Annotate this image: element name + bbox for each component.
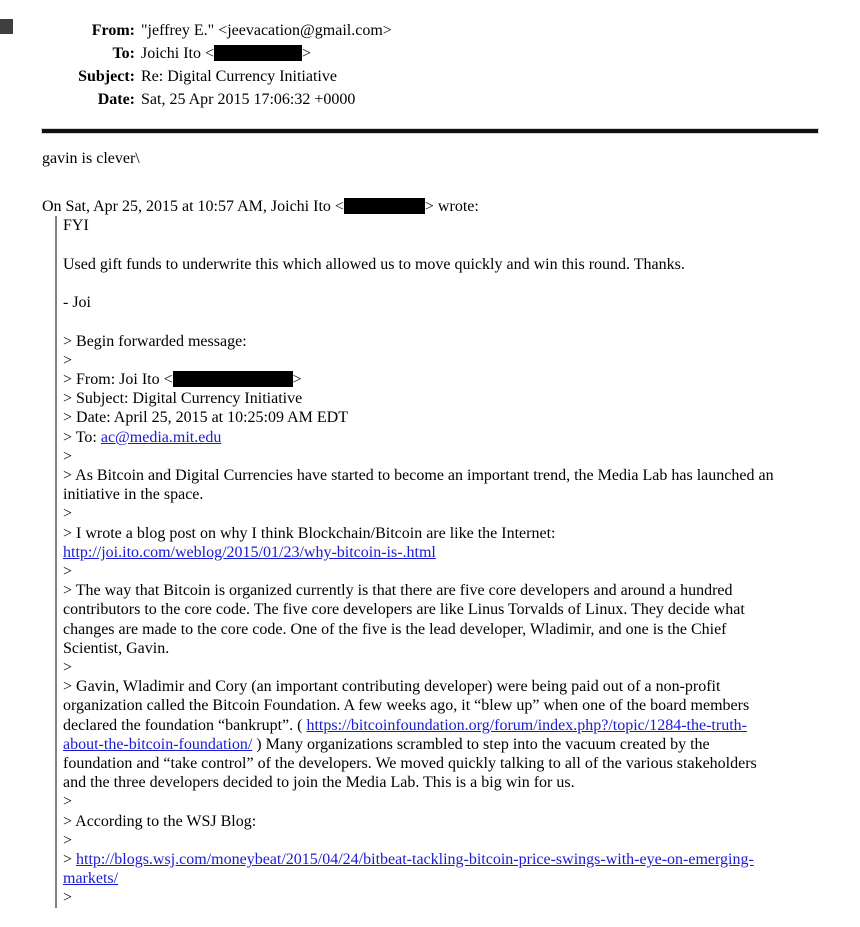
quote-line (63, 620, 860, 639)
header-field-label: Subject: (78, 68, 135, 85)
text-segment: and the three developers decided to join the Media Lab. This is a big win for us. (63, 774, 575, 792)
text-segment: "jeffrey E." <jeevacation@gmail.com> (141, 22, 392, 39)
quote-line (63, 389, 860, 408)
header-divider (42, 129, 818, 133)
text-segment: Used gift funds to underwrite this which allowed us to move quickly and win this round. Thanks. (63, 255, 685, 273)
text-segment: > The way that Bitcoin is organized currently is that there are five core developers and around a hundred (63, 582, 733, 600)
header-field-label: To: (112, 45, 135, 62)
text-segment: Re: Digital Currency Initiative (141, 68, 337, 85)
quote-line (63, 888, 860, 907)
quote-line (63, 812, 860, 831)
text-segment: FYI (63, 217, 89, 235)
text-segment: > From: Joi Ito < (63, 370, 173, 388)
text-segment: declared the foundation “bankrupt”. ( (63, 716, 307, 734)
quote-line (63, 600, 860, 619)
quote-line (63, 543, 860, 562)
quote-line (63, 792, 860, 811)
text-segment: changes are made to the core code. One of the five is the lead developer, Wladimir, and one is the Chief (63, 620, 727, 638)
text-segment: > As Bitcoin and Digital Currencies have started to become an important trend, the Media Lab has launched an (63, 467, 774, 484)
quote-line (63, 735, 860, 754)
joi-blog-post-link[interactable]: http://joi.ito.com/weblog/2015/01/23/why-bitcoin-is-.html (63, 543, 436, 561)
text-segment: - Joi (63, 294, 91, 312)
text-segment: On Sat, Apr 25, 2015 at 10:57 AM, Joichi Ito < (42, 198, 344, 216)
redaction-box (344, 198, 425, 214)
quote-line (63, 754, 860, 773)
quote-line (63, 351, 860, 370)
text-segment: > (63, 563, 73, 581)
quote-line (63, 466, 860, 485)
text-segment: > (63, 851, 77, 869)
email-header (40, 19, 860, 111)
text-segment: > (302, 45, 312, 62)
text-segment: ) Many organizations scrambled to step into the vacuum created by the (252, 735, 710, 753)
quote-line (63, 255, 860, 274)
header-field-value (141, 65, 337, 88)
text-segment: > (63, 447, 73, 465)
quote-line (63, 332, 860, 351)
text-segment: > Subject: Digital Currency Initiative (63, 390, 303, 408)
text-segment: > wrote: (424, 198, 479, 216)
wsj-blog-link-cont[interactable]: markets/ (63, 870, 119, 888)
quote-line (63, 581, 860, 600)
text-segment: organization called the Bitcoin Foundation. A few weeks ago, it “blew up” when one of the board members (63, 697, 750, 715)
quote-line (63, 696, 860, 715)
text-segment: > (63, 351, 73, 369)
quoted-message (55, 216, 860, 907)
redaction-box (214, 45, 302, 61)
text-segment: > I wrote a blog post on why I think Blockchain/Bitcoin are like the Internet: (63, 524, 556, 542)
header-field-value (141, 88, 355, 111)
quote-line (63, 370, 860, 389)
text-segment: initiative in the space. (63, 486, 204, 504)
quote-line (63, 447, 860, 466)
text-segment: > Begin forwarded message: (63, 332, 247, 350)
quote-line (63, 274, 860, 293)
quote-line (63, 677, 860, 696)
header-field-row (40, 65, 860, 88)
text-segment: > (63, 831, 73, 849)
quote-line (63, 850, 860, 869)
text-segment: contributors to the core code. The five core developers are like Linus Torvalds of Linux. They decide what (63, 601, 745, 619)
quote-line (63, 524, 860, 543)
text-segment: > (63, 659, 73, 677)
quote-line (63, 312, 860, 331)
message-opening-line: gavin is clever\ (42, 150, 140, 167)
bitcoinfoundation-forum-link-cont[interactable]: about-the-bitcoin-foundation/ (63, 735, 253, 753)
quote-line (63, 716, 860, 735)
text-segment: foundation and “take control” of the developers. We moved quickly talking to all of the various stakeholders (63, 755, 757, 773)
text-segment: > Gavin, Wladimir and Cory (an important contributing developer) were being paid out of a non-profit (63, 678, 721, 696)
quote-line (63, 773, 860, 792)
quote-line (63, 658, 860, 677)
wsj-blog-link[interactable]: http://blogs.wsj.com/moneybeat/2015/04/24/bitbeat-tackling-bitcoin-price-swings-with-eye-on-emerging- (76, 851, 754, 869)
text-segment: > Date: April 25, 2015 at 10:25:09 AM EDT (63, 409, 348, 427)
header-field-label: Date: (97, 91, 135, 108)
text-segment: Sat, 25 Apr 2015 17:06:32 +0000 (141, 91, 356, 108)
text-segment: > (63, 505, 73, 523)
header-field-label: From: (91, 22, 135, 39)
quote-line (63, 831, 860, 850)
quote-line (63, 485, 860, 504)
header-field-value (141, 42, 311, 65)
quote-line (63, 869, 860, 888)
redaction-box (173, 371, 293, 387)
quote-line (63, 639, 860, 658)
header-field-row (40, 88, 860, 111)
recipient-email-link[interactable]: ac@media.mit.edu (100, 428, 222, 446)
text-segment: Joichi Ito < (141, 45, 215, 62)
bitcoinfoundation-forum-link[interactable]: https://bitcoinfoundation.org/forum/index.php?/topic/1284-the-truth- (306, 716, 747, 734)
header-field-row (40, 19, 860, 42)
header-field-value (141, 19, 392, 42)
scan-artifact (0, 19, 13, 34)
header-field-row (40, 42, 860, 65)
quote-attribution-line (42, 197, 860, 216)
quote-line (63, 562, 860, 581)
quote-line (63, 293, 860, 312)
quote-line (63, 216, 860, 235)
email-message-view (0, 19, 860, 908)
quote-line (63, 236, 860, 255)
quote-line (63, 504, 860, 523)
text-segment: Scientist, Gavin. (63, 639, 170, 657)
text-segment: > (63, 793, 73, 811)
email-body (42, 149, 860, 908)
text-segment: > To: (63, 428, 101, 446)
text-segment: > According to the WSJ Blog: (63, 812, 257, 830)
quote-line (63, 428, 860, 447)
quote-line (63, 408, 860, 427)
text-segment: > (63, 889, 73, 907)
text-segment: > (292, 370, 302, 388)
